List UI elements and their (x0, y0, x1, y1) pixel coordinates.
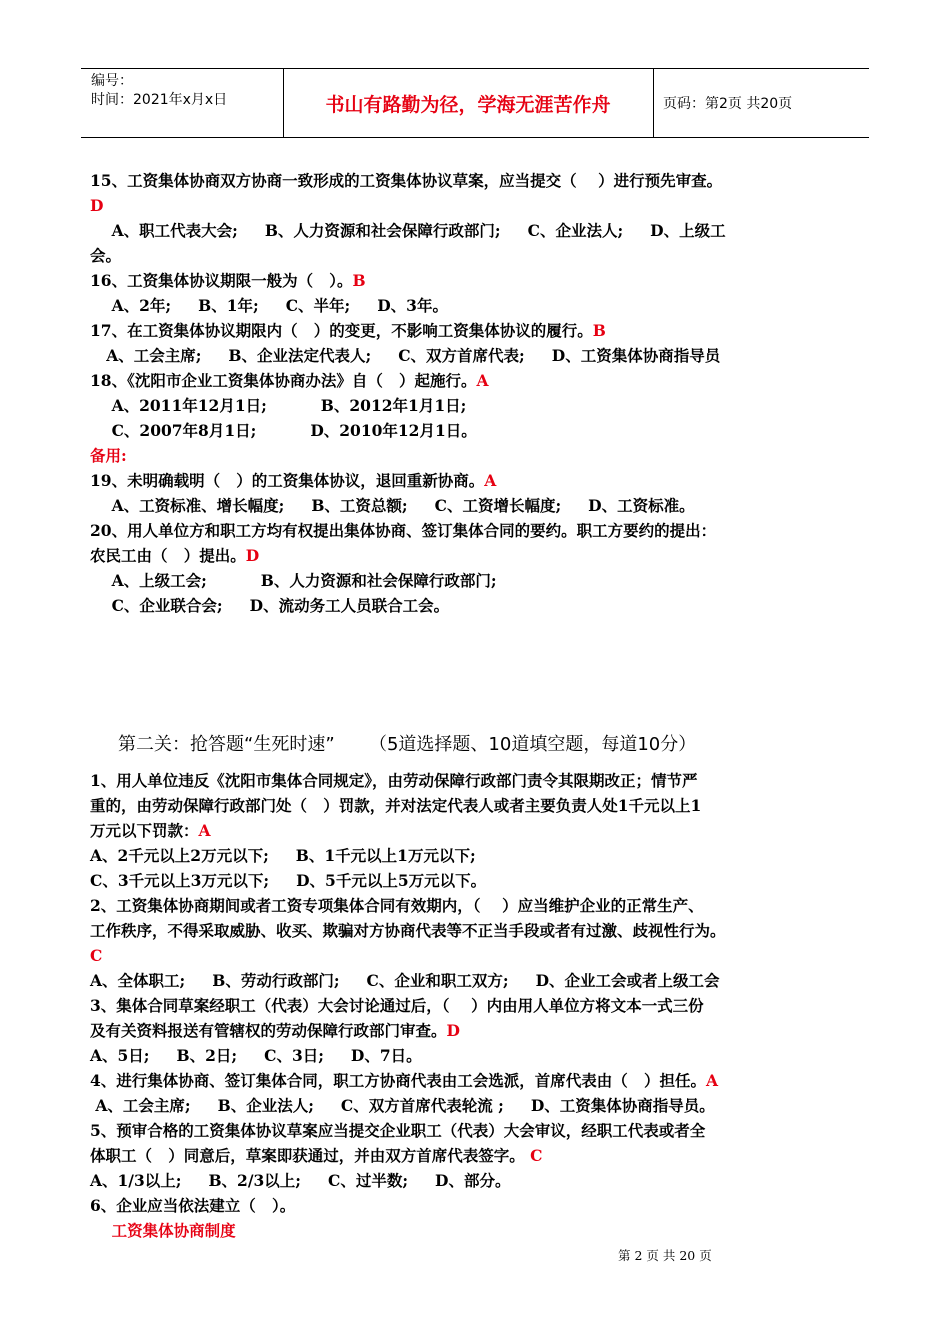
question-line: 18、《沈阳市企业工资集体协商办法》自（ ）起施行。A (90, 371, 489, 390)
reserve-label: 备用: (90, 446, 127, 465)
option-line: C、2007年8月1日; D、2010年12月1日。 (90, 421, 477, 440)
question-line: 3、集体合同草案经职工（代表）大会讨论通过后，（ ）内由用人单位方将文本一式三份 (90, 996, 704, 1015)
motto: 书山有路勤为径，学海无涯苦作舟 (283, 69, 654, 137)
question-line: 19、未明确载明（ ）的工资集体协议，退回重新协商。A (90, 471, 497, 490)
option-line: A、2年; B、1年; C、半年; D、3年。 (90, 296, 448, 315)
number-label: 编号： (91, 73, 133, 89)
question-line: 15、工资集体协商双方协商一致形成的工资集体协议草案，应当提交（ ）进行预先审查。 (90, 171, 723, 190)
answer-line: D (90, 196, 104, 215)
option-line: A、1/3以上; B、2/3以上; C、过半数; D、部分。 (90, 1171, 511, 1190)
option-line: A、2千元以上2万元以下; B、1千元以上1万元以下; (90, 846, 476, 865)
date-label: 时间：2021年x月x日 (91, 92, 228, 108)
option-line: 会。 (90, 246, 122, 265)
option-line: A、全体职工; B、劳动行政部门; C、企业和职工双方; D、企业工会或者上级工会 (90, 971, 720, 990)
question-line: 农民工由（ ）提出。D (90, 546, 260, 565)
option-line: A、工会主席; B、企业法定代表人; C、双方首席代表; D、工资集体协商指导员 (90, 346, 721, 365)
question-line: 5、预审合格的工资集体协议草案应当提交企业职工（代表）大会审议，经职工代表或者全 (90, 1121, 706, 1140)
option-line: A、上级工会; B、人力资源和社会保障行政部门; (90, 571, 497, 590)
option-line: A、2011年12月1日; B、2012年1月1日; (90, 396, 467, 415)
page-header (81, 68, 869, 138)
question-line: 6、企业应当依法建立（ ）。 (90, 1196, 296, 1215)
section-title: 第二关：抢答题“生死时速” （5道选择题、10道填空题，每道10分） (118, 734, 697, 755)
question-line: 2、工资集体协商期间或者工资专项集体合同有效期内，（ ）应当维护企业的正常生产、 (90, 896, 704, 915)
question-line: 1、用人单位违反《沈阳市集体合同规定》，由劳动保障行政部门责令其限期改正；情节严 (90, 771, 698, 790)
option-line: A、工会主席; B、企业法人; C、双方首席代表轮流 ; D、工资集体协商指导员。 (90, 1096, 715, 1115)
option-line: C、企业联合会; D、流动务工人员联合工会。 (90, 596, 450, 615)
question-line: 4、进行集体协商、签订集体合同，职工方协商代表由工会选派，首席代表由（ ）担任。A (90, 1071, 719, 1090)
question-line: 体职工（ ）同意后，草案即获通过，并由双方首席代表签字。 C (90, 1146, 543, 1165)
question-line: 重的，由劳动保障行政部门处（ ）罚款，并对法定代表人或者主要负责人处1千元以上1 (90, 796, 702, 815)
option-line: A、5日; B、2日; C、3日; D、7日。 (90, 1046, 422, 1065)
header-meta (81, 69, 284, 137)
option-line: A、职工代表大会; B、人力资源和社会保障行政部门; C、企业法人; D、上级工 (90, 221, 726, 240)
question-line: 20、用人单位方和职工方均有权提出集体协商、签订集体合同的要约。职工方要约的提出： (90, 521, 717, 540)
question-line: 17、在工资集体协议期限内（ ）的变更，不影响工资集体协议的履行。B (90, 321, 606, 340)
answer-line: C (90, 946, 103, 965)
answer-line: 工资集体协商制度 (90, 1221, 236, 1240)
option-line: A、工资标准、增长幅度; B、工资总额; C、工资增长幅度; D、工资标准。 (90, 496, 695, 515)
option-line: C、3千元以上3万元以下; D、5千元以上5万元以下。 (90, 871, 487, 890)
question-line: 工作秩序，不得采取威胁、收买、欺骗对方协商代表等不正当手段或者有过激、歧视性行为。 (90, 921, 726, 940)
question-line: 及有关资料报送有管辖权的劳动保障行政部门审查。D (90, 1021, 460, 1040)
question-line: 万元以下罚款：A (90, 821, 211, 840)
question-line: 16、工资集体协议期限一般为（ ）。B (90, 271, 366, 290)
page-info: 页码：第2页 共20页 (663, 96, 793, 112)
page-footer: 第 2 页 共 20 页 (618, 1248, 712, 1263)
